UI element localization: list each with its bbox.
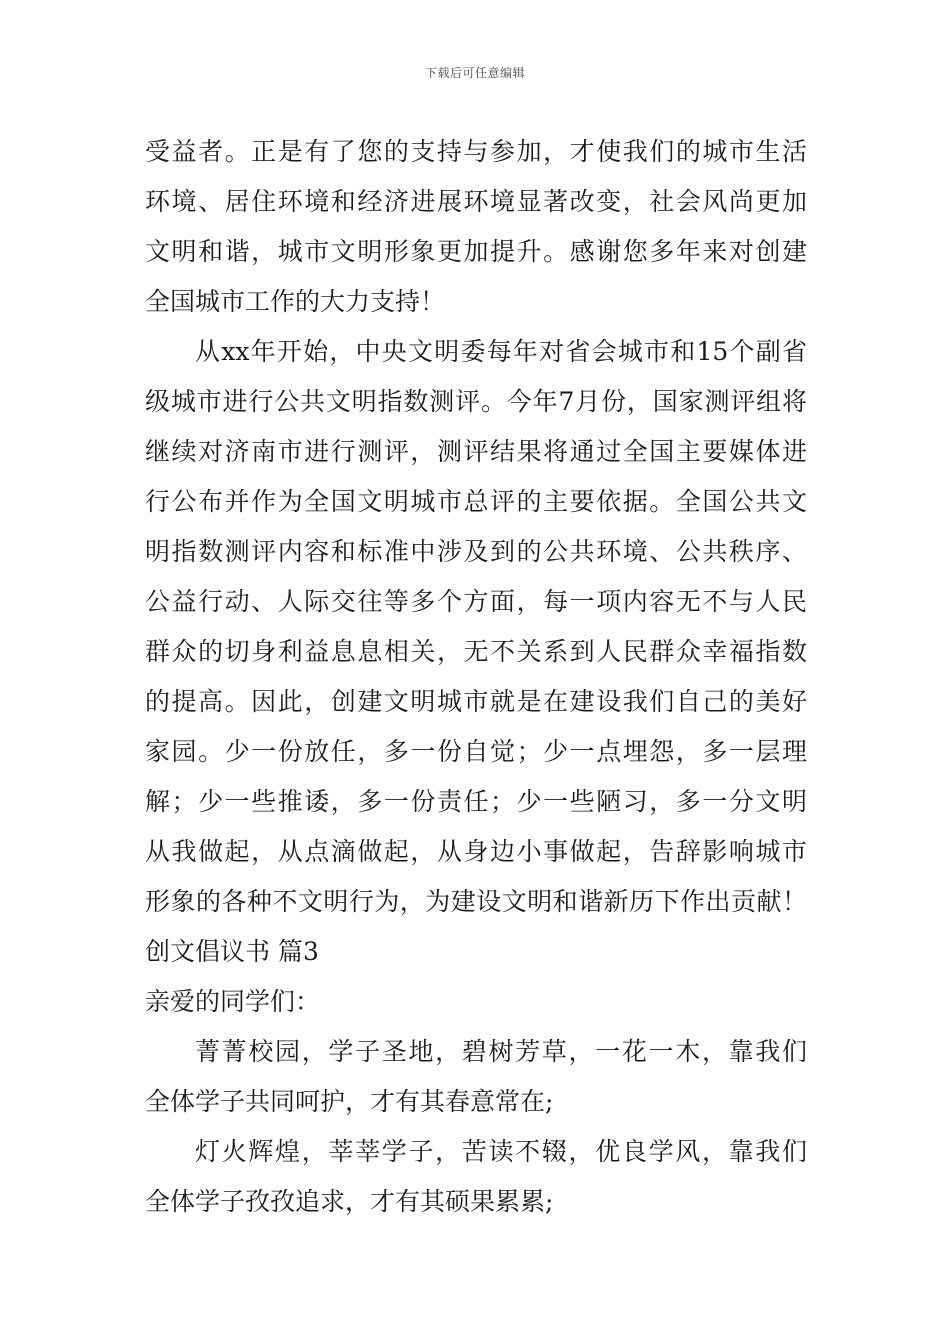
text-line: 的提高。因此，创建文明城市就是在建设我们自己的美好 xyxy=(145,687,807,716)
text-line: 形象的各种不文明行为，为建设文明和谐新历下作出贡献！ xyxy=(145,887,807,916)
text-line: 公益行动、人际交往等多个方面，每一项内容无不与人民 xyxy=(145,587,807,616)
text-line: 从xx年开始，中央文明委每年对省会城市和15个副省 xyxy=(195,337,807,366)
text-line: 级城市进行公共文明指数测评。今年7月份，国家测评组将 xyxy=(145,387,807,416)
document-body xyxy=(145,127,807,1227)
page-header: 下载后可任意编辑 xyxy=(424,66,525,80)
text-line: 环境、居住环境和经济进展环境显著改变，社会风尚更加 xyxy=(145,187,807,216)
text-line: 群众的切身利益息息相关，无不关系到人民群众幸福指数 xyxy=(145,637,807,666)
text-line: 明指数测评内容和标准中涉及到的公共环境、公共秩序、 xyxy=(145,537,807,566)
text-line: 从我做起，从点滴做起，从身边小事做起，告辞影响城市 xyxy=(145,837,807,866)
text-line: 菁菁校园，学子圣地，碧树芳草，一花一木，靠我们 xyxy=(195,1037,807,1066)
text-line: 全国城市工作的大力支持！ xyxy=(145,287,446,316)
text-line: 全体学子孜孜追求，才有其硕果累累; xyxy=(145,1187,554,1216)
text-line: 文明和谐，城市文明形象更加提升。感谢您多年来对创建 xyxy=(145,237,807,266)
text-line: 行公布并作为全国文明城市总评的主要依据。全国公共文 xyxy=(145,487,807,516)
text-line: 亲爱的同学们： xyxy=(145,987,321,1016)
text-line: 解；少一些推诿，多一份责任；少一些陋习，多一分文明 xyxy=(145,787,807,816)
text-line: 继续对济南市进行测评，测评结果将通过全国主要媒体进 xyxy=(145,437,807,466)
text-line: 全体学子共同呵护，才有其春意常在; xyxy=(145,1087,554,1116)
text-line: 受益者。正是有了您的支持与参加，才使我们的城市生活 xyxy=(145,137,807,166)
text-line: 家园。少一份放任，多一份自觉；少一点埋怨，多一层理 xyxy=(145,737,807,766)
text-line: 灯火辉煌，莘莘学子，苦读不辍，优良学风，靠我们 xyxy=(195,1137,807,1166)
text-line: 创文倡议书 篇3 xyxy=(145,937,319,966)
